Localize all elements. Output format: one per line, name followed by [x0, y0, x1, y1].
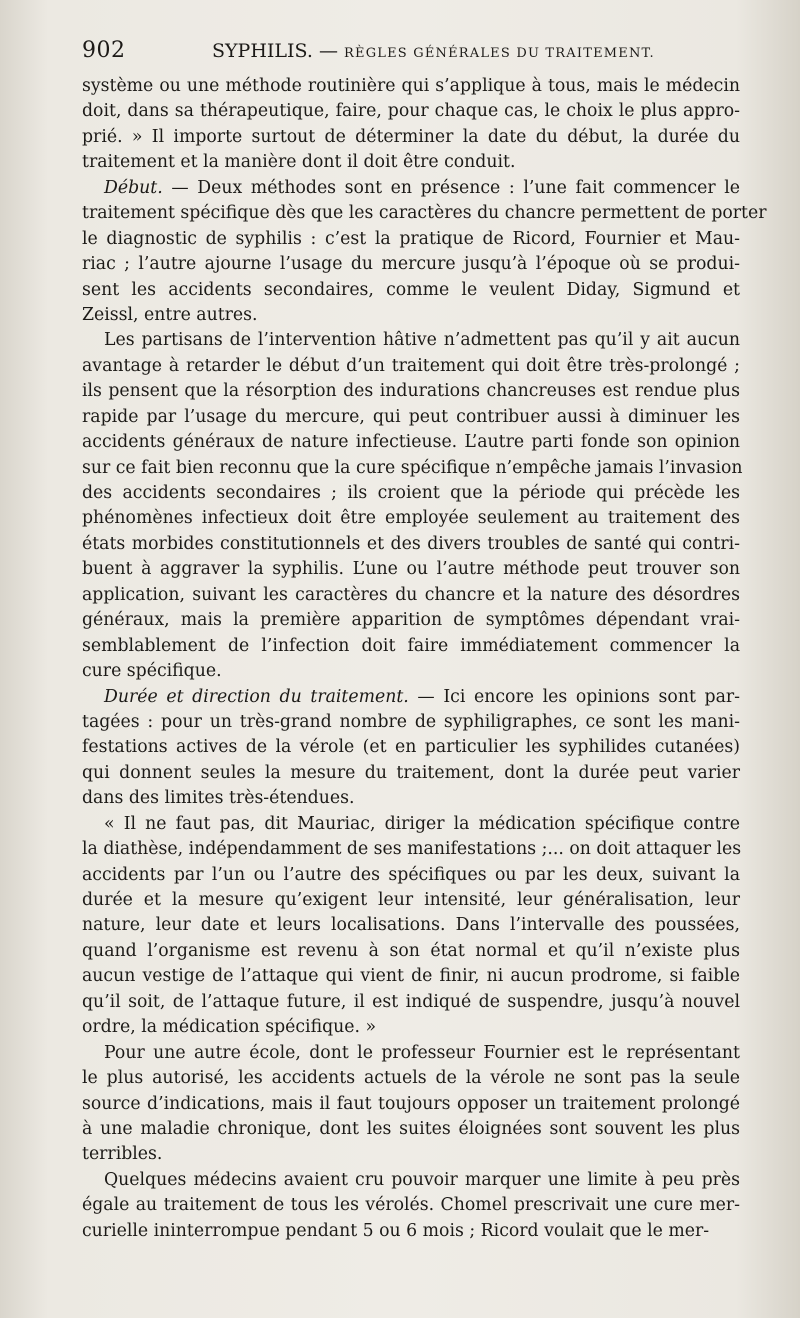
text-line: ordre, la médication spécifique. »	[82, 1017, 377, 1038]
running-head-subtitle: RÈGLES GÉNÉRALES DU TRAITEMENT.	[344, 46, 655, 61]
text-line: buent à aggraver la syphilis. L’une ou l’autre méthode peut trouver son	[82, 559, 740, 580]
text-line: durée et la mesure qu’exigent leur intensité, leur généralisation, leur	[82, 890, 740, 910]
text-line: à une maladie chronique, dont les suites éloignées sont souvent les plus	[82, 1118, 740, 1139]
text-line: ils pensent que la résorption des indurations chancreuses est rendue plus	[82, 381, 740, 402]
text-line: Zeissl, entre autres.	[82, 304, 258, 325]
text-line: phénomènes infectieux doit être employée seulement au traitement des	[82, 508, 740, 529]
page-number: 902	[82, 38, 126, 63]
text-line: aucun vestige de l’attaque qui vient de finir, ni aucun prodrome, si faible	[82, 966, 740, 987]
paragraph	[82, 812, 740, 1041]
text-line: avantage à retarder le début d’un traitement qui doit être très-prolongé ;	[82, 355, 740, 376]
text-line: rapide par l’usage du mercure, qui peut contribuer aussi à diminuer les	[82, 406, 740, 427]
text-line: accidents par l’un ou l’autre des spécifiques ou par les deux, suivant la	[82, 864, 740, 885]
text-line: traitement et la manière dont il doit être conduit.	[82, 152, 516, 173]
text-line: Début. — Deux méthodes sont en présence : l’une fait commencer le	[104, 177, 740, 198]
paragraph	[82, 1041, 740, 1168]
text-line: nature, leur date et leurs localisations. Dans l’intervalle des poussées,	[82, 915, 740, 936]
text-line: dans des limites très-étendues.	[82, 788, 355, 809]
text-line: traitement spécifique dès que les caractères du chancre permettent de porter	[82, 203, 767, 224]
paragraph	[82, 1168, 740, 1244]
text-line: accidents généraux de nature infectieuse. L’autre parti fonde son opinion	[82, 432, 740, 453]
paragraph-lead: Début.	[104, 177, 163, 198]
text-line: système ou une méthode routinière qui s’applique à tous, mais le médecin	[82, 76, 740, 96]
text-line: terribles.	[82, 1144, 163, 1165]
text-line: application, suivant les caractères du chancre et la nature des désordres	[82, 584, 740, 605]
text-line: des accidents secondaires ; ils croient que la période qui précède les	[82, 483, 740, 503]
text-line: égale au traitement de tous les vérolés. Chomel prescrivait une cure mer-	[82, 1195, 740, 1216]
paragraph	[82, 74, 740, 176]
text-line: Quelques médecins avaient cru pouvoir marquer une limite à peu près	[104, 1169, 740, 1190]
text-line: le plus autorisé, les accidents actuels de la vérole ne sont pas la seule	[82, 1068, 740, 1089]
text-line: source d’indications, mais il faut toujours opposer un traitement prolongé	[82, 1093, 740, 1114]
running-head-title: SYPHILIS. —	[212, 40, 338, 62]
text-line: qui donnent seules la mesure du traitement, dont la durée peut varier	[82, 762, 740, 783]
text-line: sent les accidents secondaires, comme le veulent Diday, Sigmund et	[82, 279, 740, 300]
text-line: « Il ne faut pas, dit Mauriac, diriger la médication spécifique contre	[104, 813, 740, 834]
text-line: Les partisans de l’intervention hâtive n’admettent pas qu’il y ait aucun	[104, 330, 740, 351]
body-text	[82, 74, 767, 1244]
text-line: semblablement de l’infection doit faire immédiatement commencer la	[82, 635, 740, 656]
text-line: états morbides constitutionnels et des divers troubles de santé qui contri-	[82, 533, 740, 554]
text-line: la diathèse, indépendamment de ses manifestations ;... on doit attaquer les	[82, 839, 742, 860]
paragraph	[82, 685, 740, 812]
text-line: doit, dans sa thérapeutique, faire, pour chaque cas, le choix le plus appro-	[82, 101, 740, 122]
text-line: cure spécifique.	[82, 661, 222, 682]
text-line: généraux, mais la première apparition de symptômes dépendant vrai-	[82, 610, 740, 631]
paragraph-lead: Durée et direction du traitement.	[104, 686, 409, 707]
paragraph	[82, 176, 767, 329]
text-line: prié. » Il importe surtout de déterminer la date du début, la durée du	[82, 126, 740, 147]
text-line: sur ce fait bien reconnu que la cure spécifique n’empêche jamais l’invasion	[82, 457, 743, 478]
text-line: curielle ininterrompue pendant 5 ou 6 mois ; Ricord voulait que le mer-	[82, 1220, 710, 1241]
text-line: tagées : pour un très-grand nombre de syphiligraphes, ce sont les mani-	[82, 711, 740, 732]
running-head	[212, 40, 655, 62]
text-line: le diagnostic de syphilis : c’est la pratique de Ricord, Fournier et Mau-	[82, 228, 740, 249]
text-line: riac ; l’autre ajourne l’usage du mercure jusqu’à l’époque où se produi-	[82, 254, 740, 275]
text-line: Durée et direction du traitement. — Ici encore les opinions sont par-	[104, 686, 740, 707]
text-line: Pour une autre école, dont le professeur Fournier est le représentant	[104, 1042, 740, 1063]
text-line: festations actives de la vérole (et en particulier les syphilides cutanées)	[82, 737, 740, 758]
text-line: quand l’organisme est revenu à son état normal et qu’il n’existe plus	[82, 940, 740, 961]
page-header	[82, 38, 742, 68]
text-line: qu’il soit, de l’attaque future, il est indiqué de suspendre, jusqu’à nouvel	[82, 991, 740, 1012]
paragraph	[82, 328, 743, 684]
